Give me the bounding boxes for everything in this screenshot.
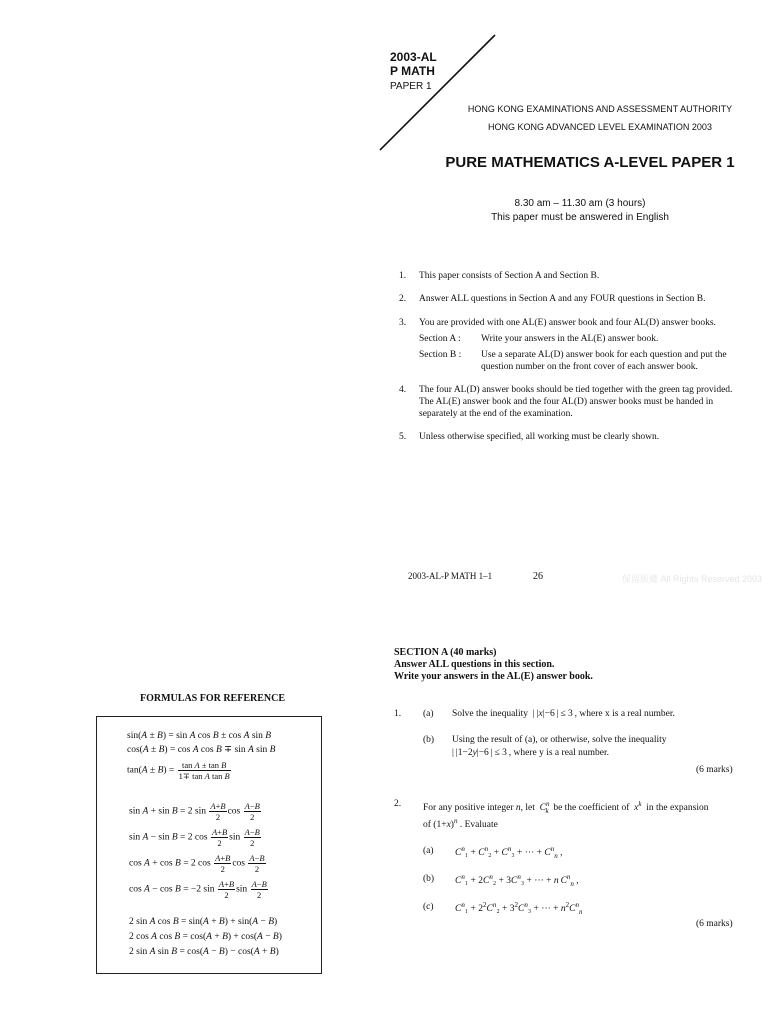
formula-tan-sum: tan(A ± B) = $\frac{\text{tan A ± tan B}}{\text{1∓ tan A tan B}}$ (127, 760, 230, 781)
sub-instruction: Section A : Write your answers in the AL(E) answer book. (419, 334, 659, 344)
org-line-1: HONG KONG EXAMINATIONS AND ASSESSMENT AUTHORITY (467, 104, 733, 114)
formula-2cosAcosB: 2 cos A cos B = cos(A + B) + cos(A − B) (129, 932, 282, 942)
section-a-heading: SECTION A (40 marks) Answer ALL questions in this section. Write your answers in the AL(E) answer book. (394, 647, 593, 682)
page-number: 26 (533, 571, 543, 582)
part-label: (b) (423, 735, 435, 745)
diagonal-slash-line (375, 30, 505, 155)
paper-code-line1: 2003-AL (390, 50, 437, 64)
faint-watermark-text: 保留版權 All Rights Reserved 2003 (622, 574, 763, 584)
exam-time: 8.30 am – 11.30 am (3 hours) (514, 198, 646, 209)
formula-sin-sum: sin(A ± B) = sin A cos B ± cos A sin B (127, 731, 272, 741)
q1-marks: (6 marks) (696, 765, 733, 775)
question-number: 2. (394, 799, 402, 809)
sub-instruction: Section B : Use a separate AL(D) answer book for each question and put the question number on the front cover of each answer book. (419, 350, 727, 372)
part-label: (a) (423, 846, 434, 856)
q2-marks: (6 marks) (696, 919, 733, 929)
q1a-inequality: | |x|−6 | ≤ 3 (530, 709, 575, 719)
q2b-expression: $C^n_1 + 2C^n_2 + 3C^n_3$ + ··· + n $C^n_n$ , (455, 873, 579, 889)
footer-code: 2003-AL-P MATH 1–1 (408, 571, 493, 581)
page-title: PURE MATHEMATICS A-LEVEL PAPER 1 (445, 154, 735, 171)
q1a-text: Solve the inequality | |x|−6 | ≤ 3 , where x is a real number. (452, 709, 675, 719)
formula-2sinAsinB: 2 sin A sin B = cos(A − B) − cos(A + B) (129, 947, 279, 957)
formula-cos-minus-cos: cos A − cos B = −2 sin $\frac{A+B}{2}$ sin $\frac{A-B}{2}$ (129, 879, 267, 900)
part-label: (c) (423, 902, 434, 912)
formula-sin-plus-sin: sin A + sin B = 2 sin $\frac{A+B}{2}$ cos $\frac{A-B}{2}$ (129, 801, 260, 822)
paper-code-line2: P MATH (390, 64, 435, 78)
q2c-expression: $C^n_1 + 2^2C^n_2 + 3^2C^n_3$ + ··· + $n^2C^n_n$ (455, 901, 583, 917)
formula-2sinAcosB: 2 sin A cos B = sin(A + B) + sin(A − B) (129, 917, 278, 927)
formula-cos-plus-cos: cos A + cos B = 2 cos $\frac{A+B}{2}$ cos $\frac{A-B}{2}$ (129, 853, 265, 874)
part-label: (b) (423, 874, 435, 884)
instruction-item: 4. The four AL(D) answer books should be tied together with the green tag provided. The AL(E) answer book and the four AL(D) answer books must be handed in separately at the end of the examination. (399, 385, 733, 419)
exam-language: This paper must be answered in English (491, 212, 669, 223)
org-line-2: HONG KONG ADVANCED LEVEL EXAMINATION 2003 (488, 122, 712, 132)
formula-sin-minus-sin: sin A − sin B = 2 cos $\frac{A+B}{2}$ sin $\frac{A-B}{2}$ (129, 827, 260, 848)
q2a-expression: $C^n_1 + C^n_2 + C^n_3$ + ··· + $C^n_n$ , (455, 845, 563, 861)
instruction-item: 2. Answer ALL questions in Section A and any FOUR questions in Section B. (399, 294, 706, 304)
q2-text-line2: of $(1+x)^n$ . Evaluate (423, 817, 498, 831)
q2-text: For any positive integer n, let $C^n_k$ be the coefficient of $x^k$ in the expansion (423, 800, 709, 816)
q1b-inequality: | |1−2y|−6 | ≤ 3 (452, 748, 509, 758)
paper-code-line3: PAPER 1 (390, 81, 432, 92)
question-number: 1. (394, 709, 402, 719)
instruction-item: 3. You are provided with one AL(E) answer book and four AL(D) answer books. (399, 318, 716, 328)
instruction-item: 5. Unless otherwise specified, all working must be clearly shown. (399, 432, 660, 442)
instruction-item: 1. This paper consists of Section A and Section B. (399, 271, 600, 281)
q1b-text: Using the result of (a), or otherwise, solve the inequality | |1−2y|−6 | ≤ 3 , where y is a real number. (452, 735, 667, 758)
formula-cos-sum: cos(A ± B) = cos A cos B ∓ sin A sin B (127, 745, 276, 755)
formulas-heading: FORMULAS FOR REFERENCE (140, 693, 286, 704)
part-label: (a) (423, 709, 434, 719)
